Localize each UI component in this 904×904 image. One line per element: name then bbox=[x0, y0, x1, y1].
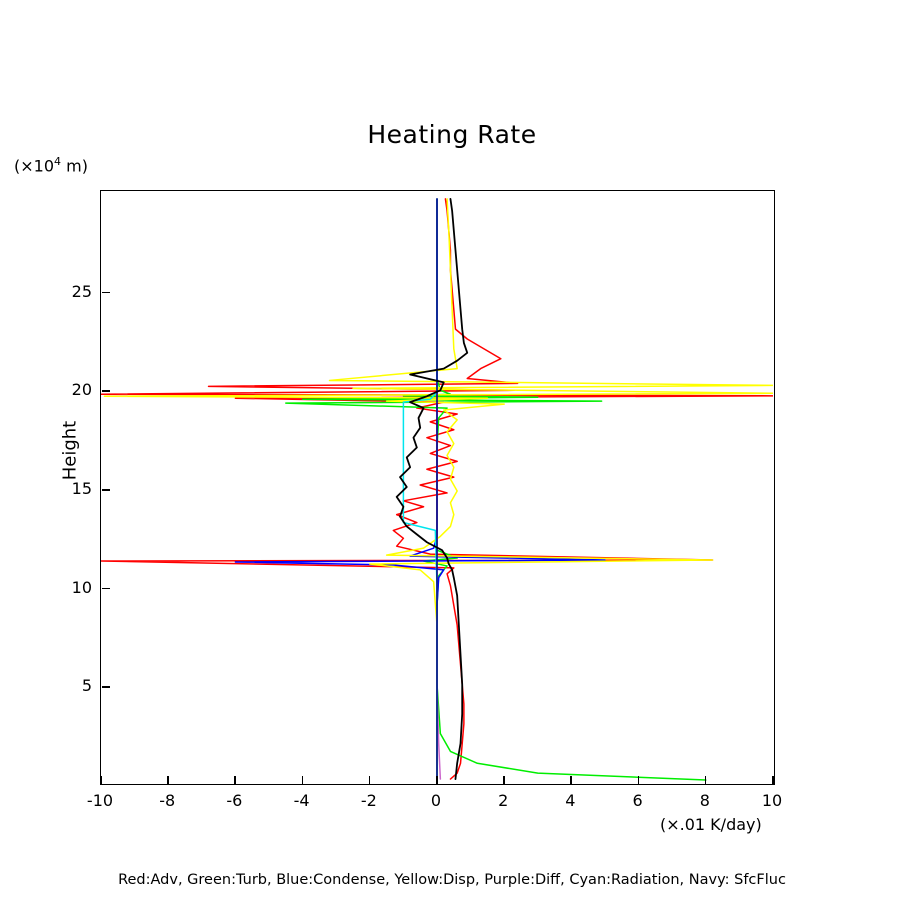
x-tick-mark bbox=[234, 776, 236, 784]
series-line-condense bbox=[235, 199, 605, 779]
y-tick-mark bbox=[102, 292, 110, 294]
x-tick-label: -6 bbox=[226, 791, 243, 810]
x-tick-label: 0 bbox=[430, 791, 442, 810]
x-tick-label: -4 bbox=[293, 791, 310, 810]
plot-lines bbox=[101, 191, 773, 783]
x-tick-mark bbox=[302, 776, 304, 784]
x-tick-mark bbox=[436, 776, 438, 784]
x-tick-mark bbox=[772, 776, 774, 784]
y-tick-label: 5 bbox=[81, 676, 92, 696]
x-tick-mark bbox=[570, 776, 572, 784]
x-axis-unit-label: (×.01 K/day) bbox=[660, 815, 762, 834]
x-tick-label: -8 bbox=[159, 791, 176, 810]
chart-title: Heating Rate bbox=[367, 120, 537, 149]
plot-area bbox=[100, 190, 775, 785]
x-tick-label: 10 bbox=[761, 791, 783, 810]
y-tick-label: 20 bbox=[71, 380, 92, 400]
legend: Red:Adv, Green:Turb, Blue:Condense, Yellow:Disp, Purple:Diff, Cyan:Radiation, Navy: SfcFluc bbox=[118, 872, 786, 888]
x-tick-mark bbox=[167, 776, 169, 784]
y-tick-label: 10 bbox=[71, 577, 92, 597]
y-tick-mark bbox=[102, 686, 110, 688]
x-tick-mark bbox=[369, 776, 371, 784]
x-tick-label: -2 bbox=[360, 791, 377, 810]
y-axis-label: Height bbox=[59, 420, 81, 481]
y-tick-label: 25 bbox=[71, 281, 92, 301]
series-line-turb bbox=[286, 199, 706, 780]
x-tick-label: 8 bbox=[699, 791, 710, 810]
y-tick-mark bbox=[102, 489, 110, 491]
y-tick-mark bbox=[102, 390, 110, 392]
x-tick-label: 6 bbox=[632, 791, 643, 810]
x-tick-mark bbox=[100, 776, 102, 784]
x-tick-mark bbox=[638, 776, 640, 784]
x-tick-label: -10 bbox=[86, 791, 114, 810]
x-tick-label: 4 bbox=[565, 791, 576, 810]
x-tick-label: 2 bbox=[498, 791, 509, 810]
y-tick-label: 15 bbox=[71, 479, 92, 498]
y-tick-mark bbox=[102, 588, 110, 590]
x-tick-mark bbox=[503, 776, 505, 784]
x-tick-mark bbox=[705, 776, 707, 784]
y-axis-unit-label: ($\times 10^4$ m) bbox=[14, 155, 88, 176]
series-line-disp bbox=[104, 199, 773, 779]
